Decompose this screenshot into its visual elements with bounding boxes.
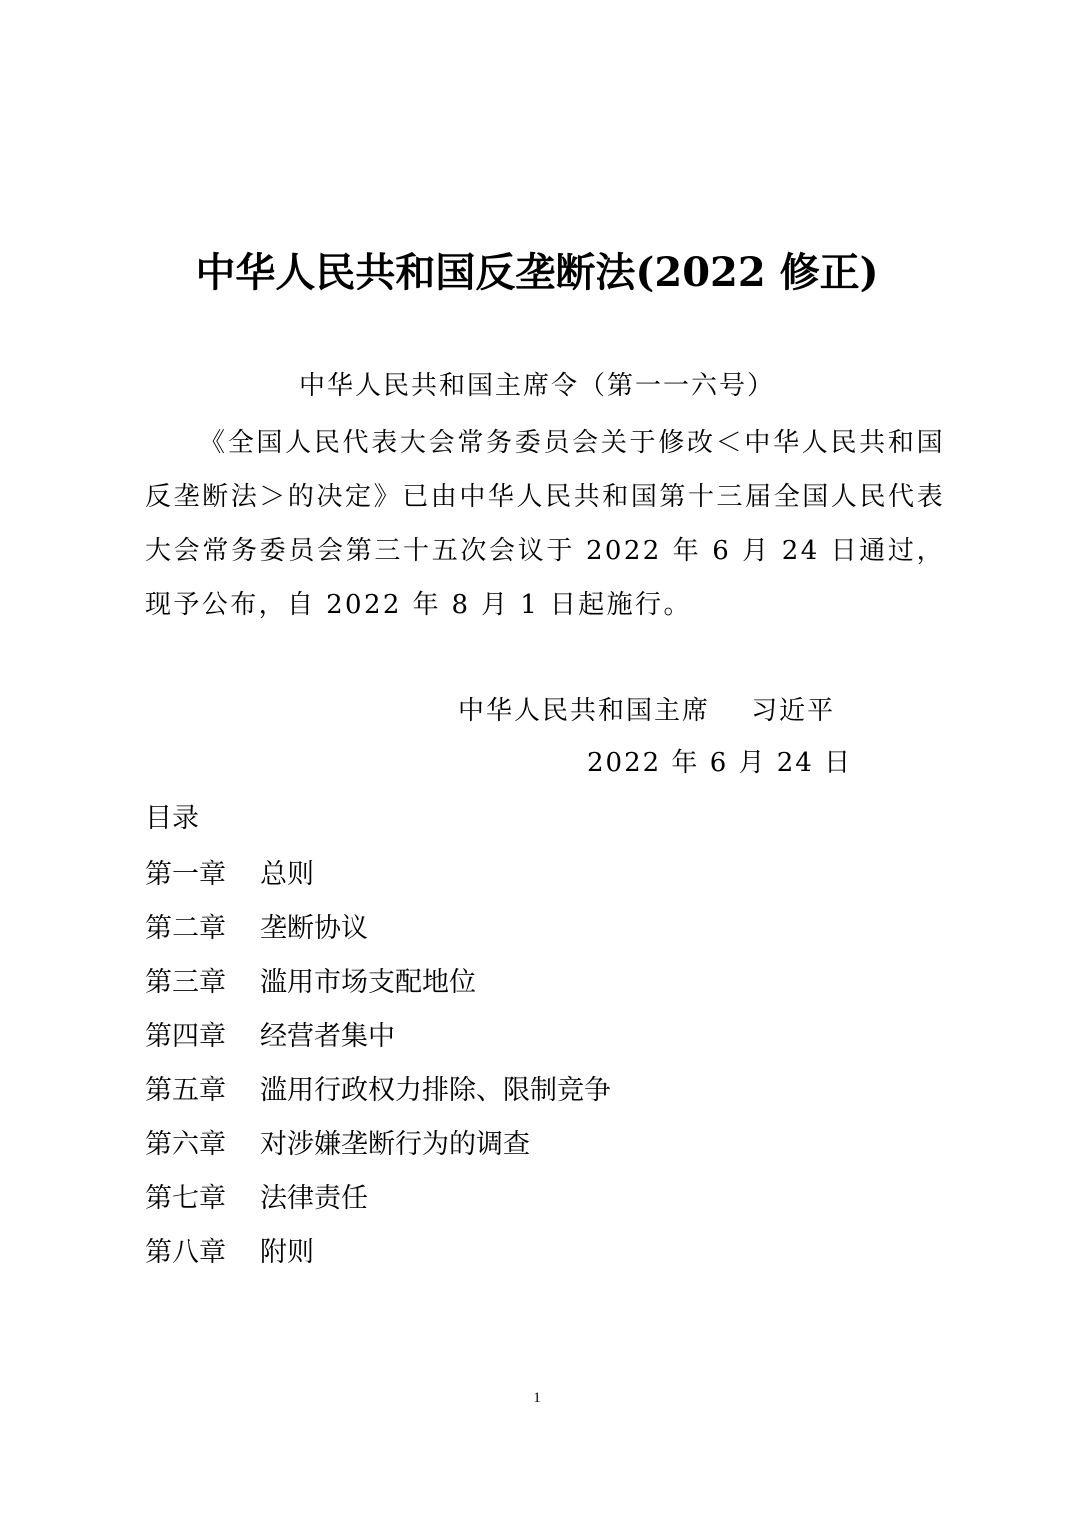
toc-chapter-number: 第八章: [145, 1237, 226, 1268]
toc-chapter-number: 第七章: [145, 1183, 226, 1214]
page-number: 1: [533, 1390, 541, 1406]
toc-chapter-title: 附则: [260, 1237, 314, 1268]
toc-chapter-title: 法律责任: [260, 1183, 368, 1214]
toc-chapter-number: 第五章: [145, 1075, 226, 1106]
document-title: 中华人民共和国反垄断法(2022 修正): [195, 249, 879, 296]
toc-chapter-number: 第二章: [145, 913, 226, 944]
toc-item: [145, 1010, 611, 1064]
toc-item: [145, 956, 611, 1010]
toc-heading: 目录: [145, 803, 199, 834]
presidential-order-number: 中华人民共和国主席令（第一一六号）: [298, 371, 775, 401]
signature-role: 中华人民共和国主席: [458, 696, 711, 726]
toc-chapter-number: 第四章: [145, 1021, 226, 1052]
toc-chapter-title: 总则: [260, 859, 314, 890]
toc-chapter-title: 对涉嫌垄断行为的调查: [260, 1129, 530, 1160]
toc-item: [145, 1172, 611, 1226]
toc-chapter-title: 滥用市场支配地位: [260, 967, 476, 998]
toc-item: [145, 1118, 611, 1172]
toc-item: [145, 1064, 611, 1118]
signature-date: 2022 年 6 月 24 日: [587, 748, 853, 778]
toc-chapter-number: 第六章: [145, 1129, 226, 1160]
toc-chapter-title: 经营者集中: [260, 1021, 395, 1052]
signature-name: 习近平: [751, 696, 836, 726]
toc-item: [145, 1226, 611, 1280]
toc-chapter-number: 第三章: [145, 967, 226, 998]
toc-item: [145, 902, 611, 956]
decision-paragraph: 《全国人民代表大会常务委员会关于修改＜中华人民共和国反垄断法＞的决定》已由中华人民共和国第十三届全国人民代表大会常务委员会第三十五次会议于 2022 年 6 月 24 日通过，现予公布，自 2022 年 8 月 1 日起施行。: [145, 428, 945, 620]
toc-chapter-title: 滥用行政权力排除、限制竞争: [260, 1075, 611, 1106]
toc-chapter-number: 第一章: [145, 859, 226, 890]
signature-line: [458, 688, 835, 734]
table-of-contents: [145, 794, 611, 1280]
toc-item: [145, 848, 611, 902]
toc-chapter-title: 垄断协议: [260, 913, 368, 944]
